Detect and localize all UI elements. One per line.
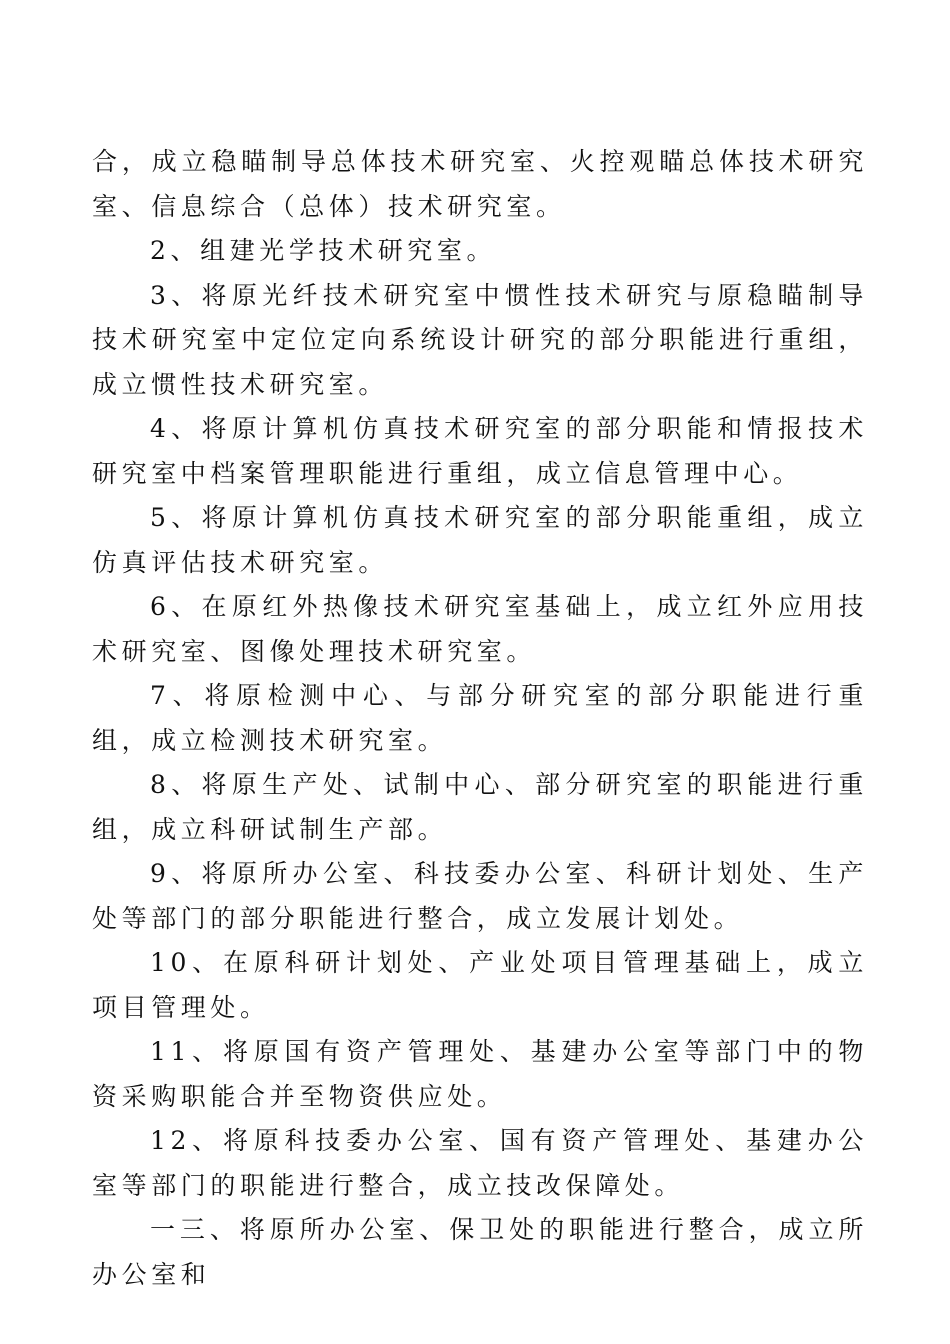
- paragraph-item-6: 6、在原红外热像技术研究室基础上，成立红外应用技术研究室、图像处理技术研究室。: [92, 592, 868, 666]
- paragraph-item-4: 4、将原计算机仿真技术研究室的部分职能和情报技术研究室中档案管理职能进行重组，成立信息管理中心。: [92, 414, 868, 488]
- paragraph-item-9: 9、将原所办公室、科技委办公室、科研计划处、生产处等部门的部分职能进行整合，成立发展计划处。: [92, 859, 868, 933]
- paragraph-item-5: 5、将原计算机仿真技术研究室的部分职能重组，成立仿真评估技术研究室。: [92, 503, 868, 577]
- paragraph-continuation: 合，成立稳瞄制导总体技术研究室、火控观瞄总体技术研究室、信息综合（总体）技术研究室。: [92, 147, 868, 221]
- paragraph-item-10: 10、在原科研计划处、产业处项目管理基础上，成立项目管理处。: [92, 948, 868, 1022]
- paragraph-item-8: 8、将原生产处、试制中心、部分研究室的职能进行重组，成立科研试制生产部。: [92, 770, 868, 844]
- paragraph-item-3: 3、将原光纤技术研究室中惯性技术研究与原稳瞄制导技术研究室中定位定向系统设计研究的部分职能进行重组，成立惯性技术研究室。: [92, 280, 868, 399]
- paragraph-item-7: 7、将原检测中心、与部分研究室的部分职能进行重组，成立检测技术研究室。: [92, 681, 868, 755]
- paragraph-item-12: 12、将原科技委办公室、国有资产管理处、基建办公室等部门的职能进行整合，成立技改保障处。: [92, 1126, 868, 1200]
- paragraph-item-2: 2、组建光学技术研究室。: [150, 236, 497, 265]
- paragraph-item-13: 一三、将原所办公室、保卫处的职能进行整合，成立所办公室和: [92, 1215, 868, 1289]
- paragraph-item-11: 11、将原国有资产管理处、基建办公室等部门中的物资采购职能合并至物资供应处。: [92, 1037, 868, 1111]
- document-body: [92, 140, 868, 1297]
